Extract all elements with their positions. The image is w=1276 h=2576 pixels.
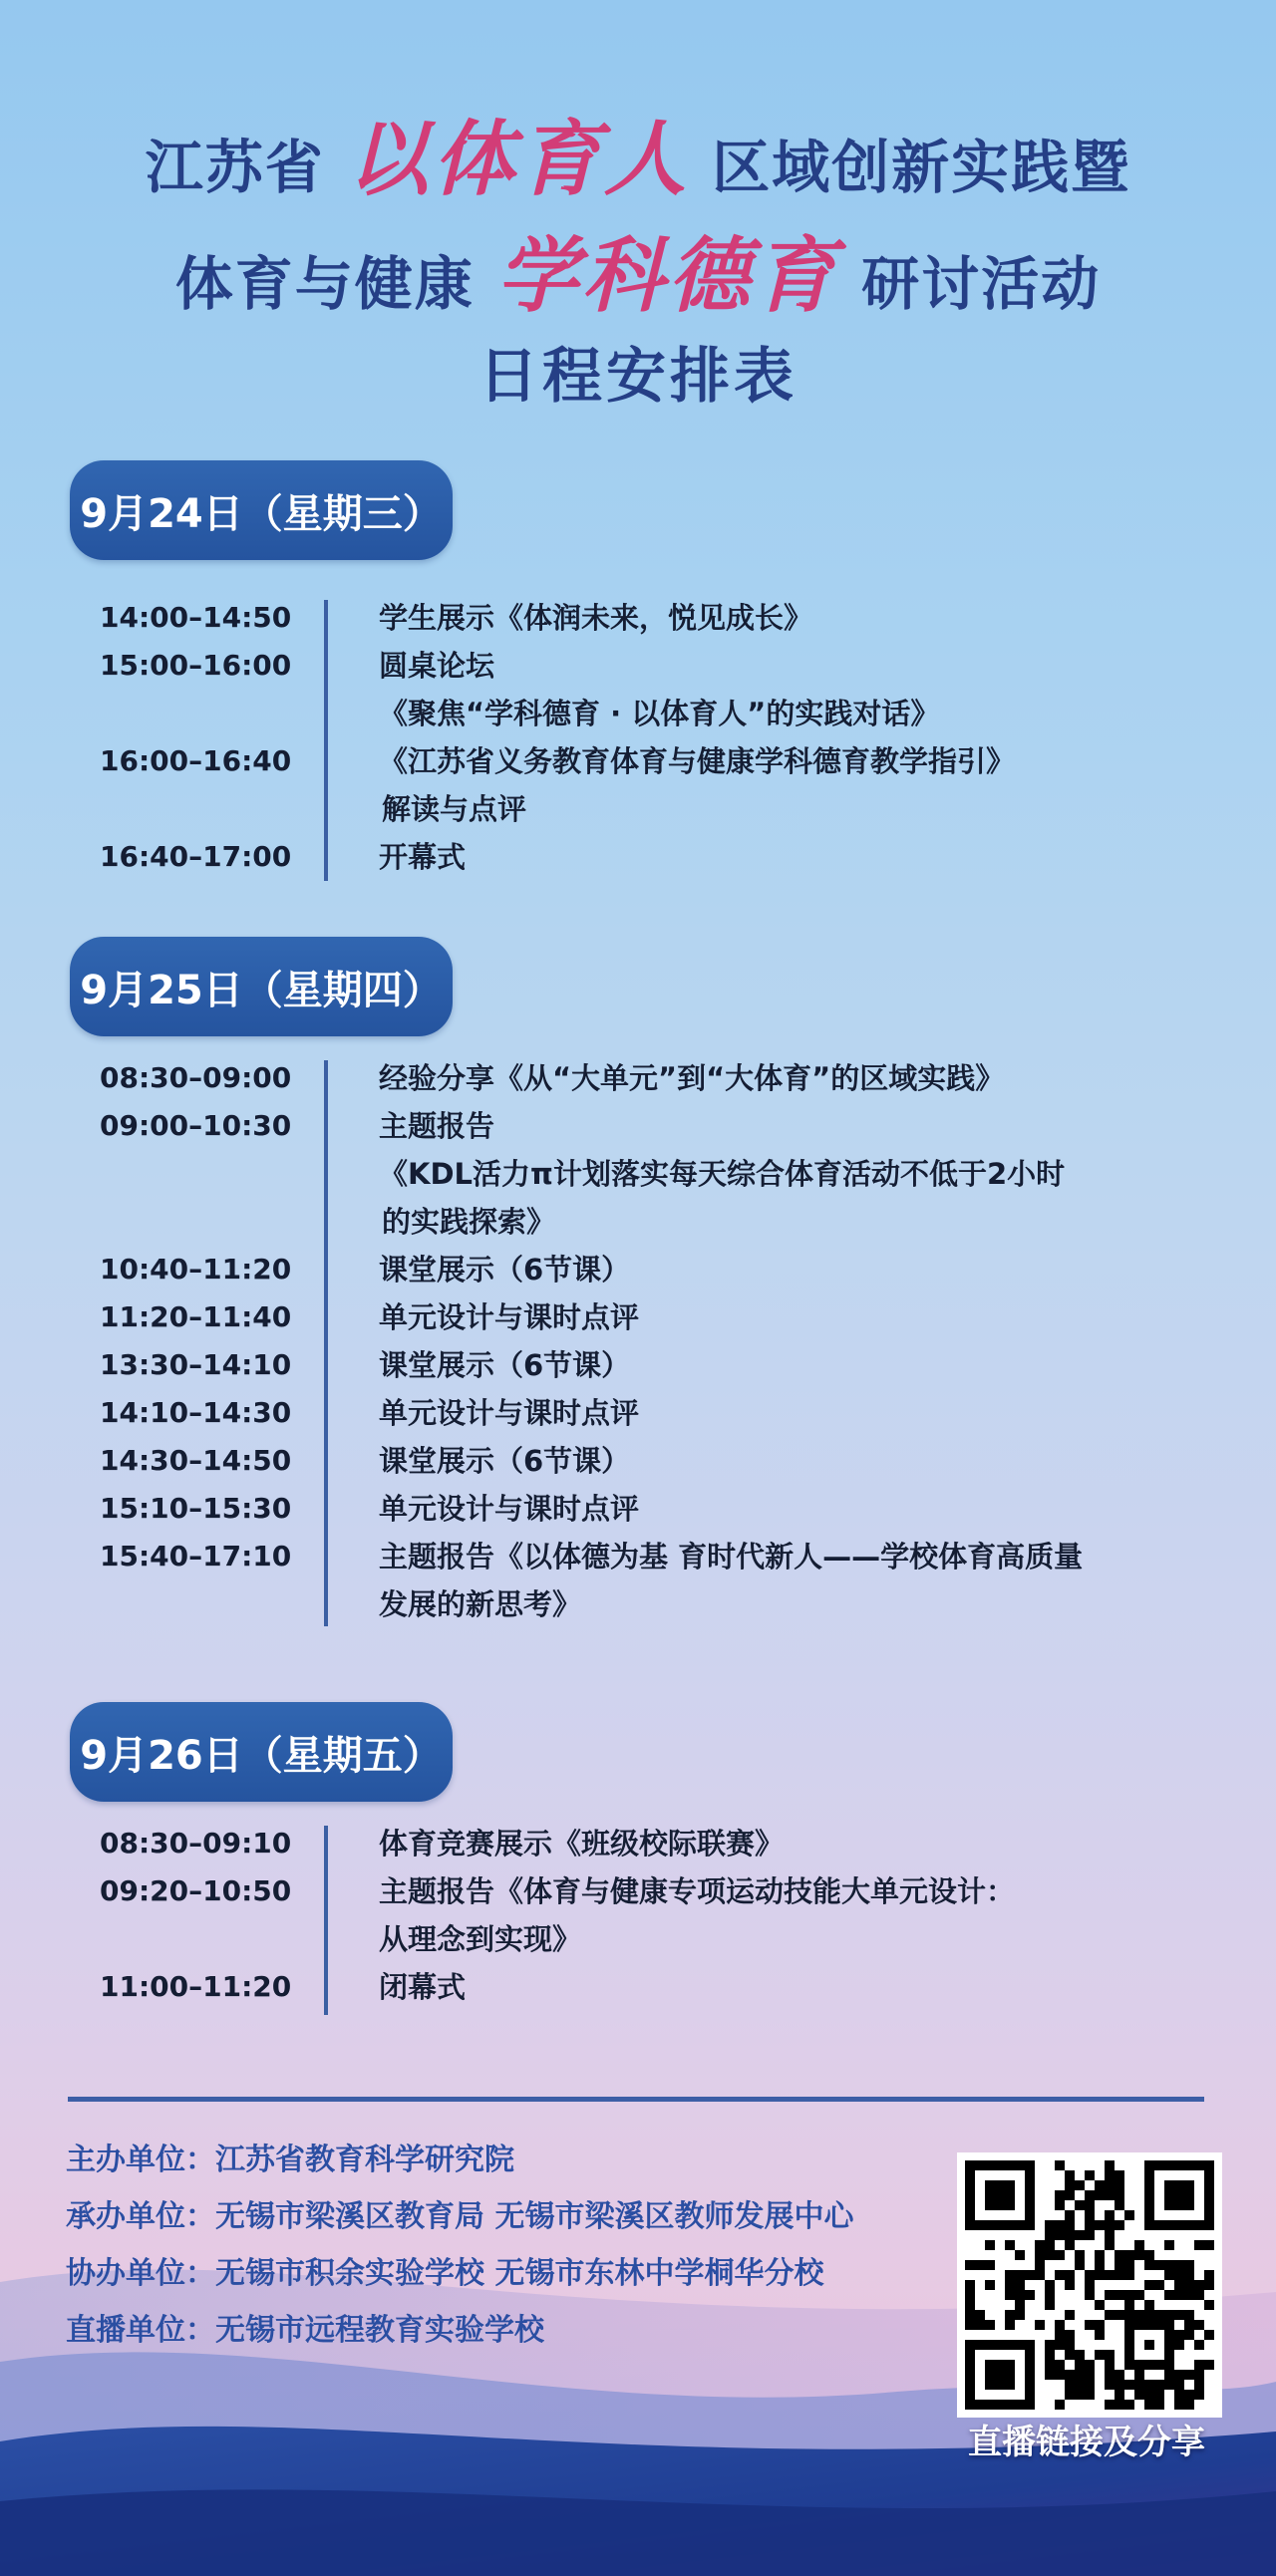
schedule-row	[0, 785, 1276, 833]
title-line-2	[0, 211, 1276, 328]
event-text: 主题报告	[379, 1109, 495, 1143]
event-text: 《聚焦“学科德育 · 以体育人”的实践对话》	[379, 697, 940, 730]
event-text: 学生展示《体润未来，悦见成长》	[379, 601, 813, 635]
organizer-undertaker: 承办单位：无锡市梁溪区教育局 无锡市梁溪区教师发展中心	[66, 2199, 854, 2234]
schedule-row	[0, 1437, 1276, 1485]
organizer-broadcaster: 直播单位：无锡市远程教育实验学校	[66, 2313, 544, 2348]
organizer-co-organizer: 协办单位：无锡市积余实验学校 无锡市东林中学桐华分校	[66, 2256, 824, 2291]
schedule-row	[0, 1102, 1276, 1150]
title-line-1	[0, 95, 1276, 211]
time-label: 13:30–14:10	[100, 1348, 292, 1381]
event-text: 主题报告《以体德为基 育时代新人——学校体育高质量	[379, 1540, 1084, 1574]
time-label: 09:00–10:30	[100, 1109, 292, 1142]
time-label: 10:40–11:20	[100, 1253, 292, 1286]
time-label: 15:10–15:30	[100, 1492, 292, 1525]
schedule-row	[0, 1485, 1276, 1533]
schedule-row	[0, 1246, 1276, 1293]
schedule-row	[0, 1198, 1276, 1246]
schedule-row	[0, 1533, 1276, 1580]
event-text: 单元设计与课时点评	[379, 1492, 640, 1526]
time-label: 09:20–10:50	[100, 1874, 292, 1907]
time-label: 11:20–11:40	[100, 1300, 292, 1333]
event-text: 发展的新思考》	[379, 1587, 582, 1621]
event-text: 体育竞赛展示《班级校际联赛》	[379, 1827, 785, 1860]
schedule-row	[0, 1054, 1276, 1102]
qr-caption: 直播链接及分享	[968, 2423, 1205, 2462]
time-label: 15:40–17:10	[100, 1540, 292, 1573]
event-text: 课堂展示（6节课）	[379, 1444, 631, 1478]
schedule-row	[0, 1867, 1276, 1915]
time-label: 08:30–09:10	[100, 1827, 292, 1860]
title-line2-a: 体育与健康	[174, 250, 475, 318]
schedule-row	[0, 1820, 1276, 1867]
qr-code[interactable]	[957, 2152, 1222, 2418]
event-text: 《江苏省义务教育体育与健康学科德育教学指引》	[379, 744, 1016, 778]
schedule-row	[0, 737, 1276, 785]
time-label: 11:00–11:20	[100, 1970, 292, 2003]
event-text: 课堂展示（6节课）	[379, 1348, 631, 1382]
schedule-row	[0, 1963, 1276, 2011]
footer-divider	[68, 2097, 1204, 2102]
title-line2-b: 研讨活动	[861, 250, 1102, 318]
schedule-row	[0, 642, 1276, 690]
page-title: 日程安排表	[478, 342, 798, 412]
time-label: 14:00–14:50	[100, 601, 292, 634]
event-text: 从理念到实现》	[379, 1922, 582, 1956]
event-text: 闭幕式	[379, 1970, 467, 2004]
title-line1-b: 区域创新实践暨	[712, 134, 1131, 201]
event-text: 单元设计与课时点评	[379, 1300, 640, 1334]
organizer-host: 主办单位：江苏省教育科学研究院	[66, 2143, 514, 2177]
day-badge-1: 9月24日（星期三）	[70, 460, 453, 560]
schedule-row	[0, 833, 1276, 881]
schedule-row	[0, 1341, 1276, 1389]
event-text: 《KDL活力π计划落实每天综合体育活动不低于2小时	[379, 1157, 1066, 1191]
time-label: 08:30–09:00	[100, 1061, 292, 1094]
event-text: 单元设计与课时点评	[379, 1396, 640, 1430]
schedule-row	[0, 1293, 1276, 1341]
schedule-row	[0, 594, 1276, 642]
schedule-row	[0, 690, 1276, 737]
schedule-row	[0, 1389, 1276, 1437]
time-label: 16:00–16:40	[100, 744, 292, 777]
event-text: 经验分享《从“大单元”到“大体育”的区域实践》	[379, 1061, 1005, 1095]
time-label: 14:10–14:30	[100, 1396, 292, 1429]
event-text: 主题报告《体育与健康专项运动技能大单元设计：	[379, 1874, 1016, 1908]
event-text: 开幕式	[379, 840, 467, 874]
title-line2-highlight: 学科德育	[496, 228, 839, 324]
time-label: 15:00–16:00	[100, 649, 292, 682]
event-text: 圆桌论坛	[379, 649, 495, 683]
event-text: 课堂展示（6节课）	[379, 1253, 631, 1287]
qr-code-icon	[965, 2160, 1214, 2410]
time-label: 14:30–14:50	[100, 1444, 292, 1477]
time-label: 16:40–17:00	[100, 840, 292, 873]
title-line1-highlight: 以体育人	[347, 112, 690, 207]
event-text: 解读与点评	[382, 792, 527, 826]
schedule-row	[0, 1915, 1276, 1963]
schedule-row	[0, 1150, 1276, 1198]
day-badge-2: 9月25日（星期四）	[70, 937, 453, 1036]
schedule-row	[0, 1580, 1276, 1628]
day-badge-3: 9月26日（星期五）	[70, 1702, 453, 1802]
title-line1-a: 江苏省	[145, 134, 325, 201]
event-text: 的实践探索》	[382, 1205, 556, 1239]
